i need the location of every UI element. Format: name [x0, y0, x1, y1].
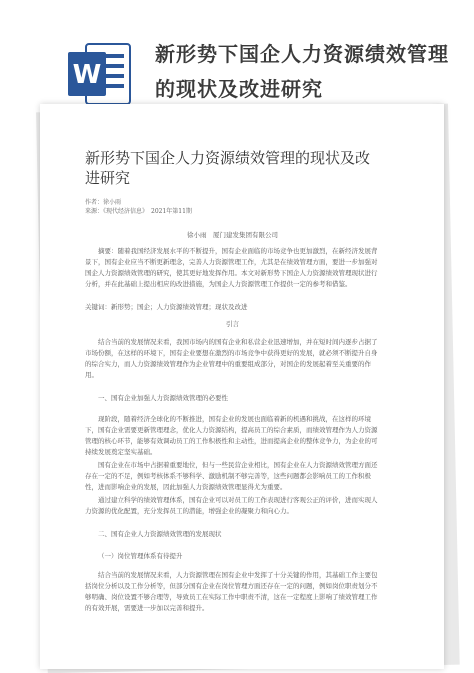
document-title: 新形势下国企人力资源绩效管理的现状及改进研究 — [85, 149, 371, 187]
abstract: 摘要：随着我国经济发展水平的不断提升，国有企业面临的市场竞争也更加激烈，在新经济发展背景下，国有企业应当不断更新理念，完善人力资源管理工作，尤其是在绩效管理方面，要进一步加强对国企人力资源绩效管理的研究，使其更好地发挥作用。本文对新形势下国企人力资源绩效管理现状进行分析，并在此基础上提出相应的改进措施，为国企人力资源管理工作提供一定的参考和借鉴。 — [85, 246, 378, 288]
section-heading-1: 一、国有企业加强人力资源绩效管理的必要性 — [98, 393, 228, 402]
section2-paragraph-1: 结合当前的发展情况来看，人力资源管理在国有企业中发挥了十分关键的作用，其基础工作主要包括岗位分析以及工作分析等，但部分国有企业在岗位管理方面还存在一定的问题，例如岗位职责划分不够明确、岗位设置不够合理等，导致员工在实际工作中职责不清，这在一定程度上影响了绩效管理工作的有效开展，需要进一步加以完善和提升。 — [85, 571, 378, 612]
section1-paragraph-2: 国有企业在市场中占据着重要地位，但与一些民营企业相比，国有企业在人力资源绩效管理方面还存在一定的不足，例如考核体系不够科学、激励机制不够完善等，这些问题都会影响员工的工作积极性，进而影响企业的发展，因此加强人力资源绩效管理显得尤为重要。 — [85, 461, 378, 491]
page-title: 新形势下国企人力资源绩效管理的现状及改进研究 — [155, 42, 449, 101]
author-meta: 作者：徐小雨 — [85, 199, 122, 206]
document-content — [85, 148, 380, 616]
section1-paragraph-3: 通过建立科学的绩效管理体系，国有企业可以对员工的工作表现进行客观公正的评价，进而实现人力资源的优化配置，充分发挥员工的潜能，增强企业的凝聚力和向心力。 — [85, 496, 378, 515]
intro-paragraph: 结合当前的发展情况来看，我国市场内的国有企业和私营企业迅速增加，并在短时间内逐步占据了市场份额，在这样的环境下，国有企业要想在激烈的市场竞争中获得更好的发展，就必须不断提升自身的综合实力，而人力资源绩效管理作为企业管理中的重要组成部分，对国企的发展起着至关重要的作用。 — [85, 337, 378, 379]
source-meta: 来源：《现代经济信息》 2021年第11期 — [85, 208, 192, 215]
section-heading-2: 二、国有企业人力资源绩效管理的发展现状 — [98, 530, 222, 538]
section1-paragraph-1: 现阶段，随着经济全球化的不断推进，国有企业的发展也面临着新的机遇和挑战，在这样的环境下，国有企业需要更新管理理念，优化人力资源结构，提高员工的综合素质，而绩效管理作为人力资源管理的核心环节，能够有效调动员工的工作积极性和主动性，进而提高企业的整体竞争力，为企业的可持续发展奠定坚实基础。 — [85, 415, 378, 456]
svg-text:W: W — [72, 60, 102, 90]
author-line: 徐小雨 厦门建发集团有限公司 — [187, 231, 278, 239]
keywords: 关键词：新形势；国企；人力资源绩效管理；现状及改进 — [85, 302, 248, 311]
subsection-heading-1: （一）岗位管理体系有待提升 — [98, 551, 183, 560]
word-icon — [64, 40, 134, 110]
banner — [0, 0, 474, 120]
intro-heading: 引言 — [226, 320, 239, 328]
